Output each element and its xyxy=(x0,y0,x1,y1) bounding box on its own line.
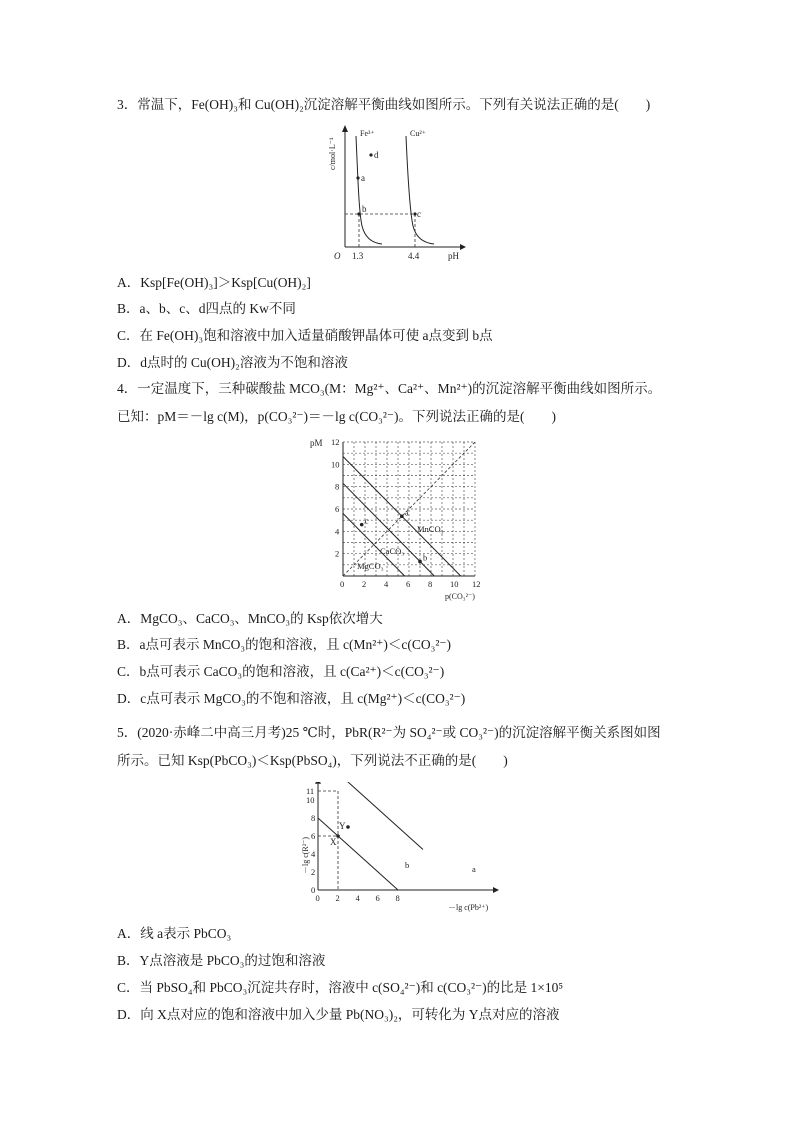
q3-stem: 3．常温下，Fe(OH)₃和 Cu(OH)₂沉淀溶解平衡曲线如图所示。下列有关说法正确的是( ) xyxy=(117,97,651,112)
q5-x-arrow xyxy=(493,887,499,893)
q5-option-a: A．线 a表示 PbCO₃ xyxy=(117,926,232,941)
q5-point-label-Y: Y xyxy=(339,821,346,831)
q4-x-tick: 6 xyxy=(406,579,411,589)
q3-option-c: C．在 Fe(OH)₃饱和溶液中加入适量硝酸钾晶体可使 a点变到 b点 xyxy=(117,328,493,343)
q3-tick-1-3: 1.3 xyxy=(352,251,364,261)
q4-y-tick: 12 xyxy=(331,437,340,447)
q3-chart xyxy=(320,122,470,262)
q3-x-arrow xyxy=(460,244,466,250)
q5-x-tick: 8 xyxy=(395,893,400,903)
q4-x-tick: 4 xyxy=(384,579,389,589)
q4-point-c xyxy=(360,523,364,527)
q5-point-label-X: X xyxy=(330,837,337,847)
q5-x-tick: 2 xyxy=(335,893,340,903)
q5-point-X xyxy=(336,834,340,838)
q3-label-c: c xyxy=(417,209,421,219)
q3-tick-4-4: 4.4 xyxy=(408,251,420,261)
q5-x-tick: 6 xyxy=(375,893,380,903)
q3-y-arrow xyxy=(342,125,348,132)
q4-x-tick: 0 xyxy=(340,579,345,589)
q4-ylabel: pM xyxy=(310,438,323,448)
q5-series-label-b: b xyxy=(405,860,410,870)
q4-point-a xyxy=(400,514,404,518)
q4-y-tick: 2 xyxy=(335,548,340,559)
q4-option-b: B．a点可表示 MnCO₃的饱和溶液，且 c(Mn²⁺)＜c(CO₃²⁻) xyxy=(117,637,451,652)
q4-point-label-b: b xyxy=(423,552,428,563)
q3-option-d: D．d点时的 Cu(OH)₂溶液为不饱和溶液 xyxy=(117,355,348,370)
q5-y-tick: 4 xyxy=(311,849,316,859)
q3-point-a xyxy=(356,176,359,179)
q3-point-d xyxy=(369,153,372,156)
q5-option-b: B．Y点溶液是 PbCO₃的过饱和溶液 xyxy=(117,953,326,968)
q5-y-arrow xyxy=(315,782,321,784)
q5-x-tick: 0 xyxy=(315,893,320,903)
q3-option-a: A．Ksp[Fe(OH)₃]＞Ksp[Cu(OH)₂] xyxy=(117,275,311,290)
q3-option-b: B．a、b、c、d四点的 Kw不同 xyxy=(117,301,296,316)
q5-option-c: C．当 PbSO₄和 PbCO₃沉淀共存时，溶液中 c(SO₄²⁻)和 c(CO₃²⁻)的比是 1×10⁵ xyxy=(117,980,564,995)
q4-x-tick: 10 xyxy=(450,579,459,589)
q5-ylabel: －lg c(R²⁻) xyxy=(301,836,310,874)
q5-y-tick: 10 xyxy=(306,795,315,805)
q4-option-a: A．MgCO₃、CaCO₃、MnCO₃的 Ksp依次增大 xyxy=(117,611,383,626)
q5-point-Y xyxy=(346,825,350,829)
q4-xlabel: p(CO₃²⁻) xyxy=(445,592,475,601)
q5-stem-1: 5．(2020·赤峰二中高三月考)25 ℃时，PbR(R²⁻为 SO₄²⁻或 CO₃²⁻)的沉淀溶解平衡关系图如图 xyxy=(117,725,661,740)
q3-label-a: a xyxy=(361,173,365,183)
q3-series-fe: Fe³⁺ xyxy=(360,129,375,138)
q4-option-d: D．c点可表示 MgCO₃的不饱和溶液，且 c(Mg²⁺)＜c(CO₃²⁻) xyxy=(117,691,466,706)
q5-y-tick: 6 xyxy=(311,831,316,841)
q4-series-label-mgco3: MgCO₃ xyxy=(357,561,384,571)
q4-option-c: C．b点可表示 CaCO₃的饱和溶液，且 c(Ca²⁺)＜c(CO₃²⁻) xyxy=(117,664,445,679)
q5-y-tick: 2 xyxy=(311,867,316,877)
q3-cu-curve xyxy=(406,136,434,244)
q4-point-b xyxy=(418,560,422,564)
q3-point-b xyxy=(357,212,360,215)
q5-series-label-a: a xyxy=(472,864,476,874)
q4-stem-2: 已知：pM＝－lg c(M)，p(CO₃²⁻)＝－lg c(CO₃²⁻)。下列说法正确的是( ) xyxy=(117,409,556,424)
q5-option-d: D．向 X点对应的饱和溶液中加入少量 Pb(NO₃)₂，可转化为 Y点对应的溶液 xyxy=(117,1007,560,1022)
q4-y-tick: 4 xyxy=(335,526,340,537)
q4-point-label-a: a xyxy=(404,507,409,518)
q3-series-cu: Cu²⁺ xyxy=(410,129,426,138)
q3-origin: O xyxy=(334,251,341,261)
q3-ylabel: c/mol·L⁻¹ xyxy=(328,137,337,170)
q4-y-tick: 6 xyxy=(335,504,340,514)
q3-label-d: d xyxy=(374,150,379,160)
q4-y-tick: 10 xyxy=(331,459,340,470)
q4-point-label-c: c xyxy=(364,515,369,526)
q5-y-tick: 0 xyxy=(311,885,316,895)
q4-series-label-mnco3: MnCO₃ xyxy=(417,524,444,534)
q5-x-tick: 4 xyxy=(355,893,360,903)
q4-x-tick: 2 xyxy=(362,579,367,589)
q4-series-label-caco3: CaCO₃ xyxy=(380,546,405,556)
q3-label-b: b xyxy=(362,204,367,214)
q4-y-tick: 8 xyxy=(335,481,340,492)
q5-series-line-a xyxy=(338,782,423,850)
q5-xlabel: －lg c(Pb²⁺) xyxy=(448,903,489,912)
q4-stem-1: 4．一定温度下，三种碳酸盐 MCO₃(M：Mg²⁺、Ca²⁺、Mn²⁺)的沉淀溶解平衡曲线如图所示。 xyxy=(117,381,662,396)
q5-y-tick: 11 xyxy=(306,786,315,796)
q4-x-tick: 8 xyxy=(428,579,433,589)
q3-xlabel: pH xyxy=(448,251,459,261)
q5-chart xyxy=(288,782,508,918)
q5-series-line-b xyxy=(318,818,398,890)
q4-x-tick: 12 xyxy=(472,579,481,589)
q4-chart xyxy=(305,436,495,602)
q5-y-tick: 8 xyxy=(311,813,316,823)
q5-stem-2: 所示。已知 Ksp(PbCO₃)＜Ksp(PbSO₄)，下列说法不正确的是( ) xyxy=(117,753,508,768)
